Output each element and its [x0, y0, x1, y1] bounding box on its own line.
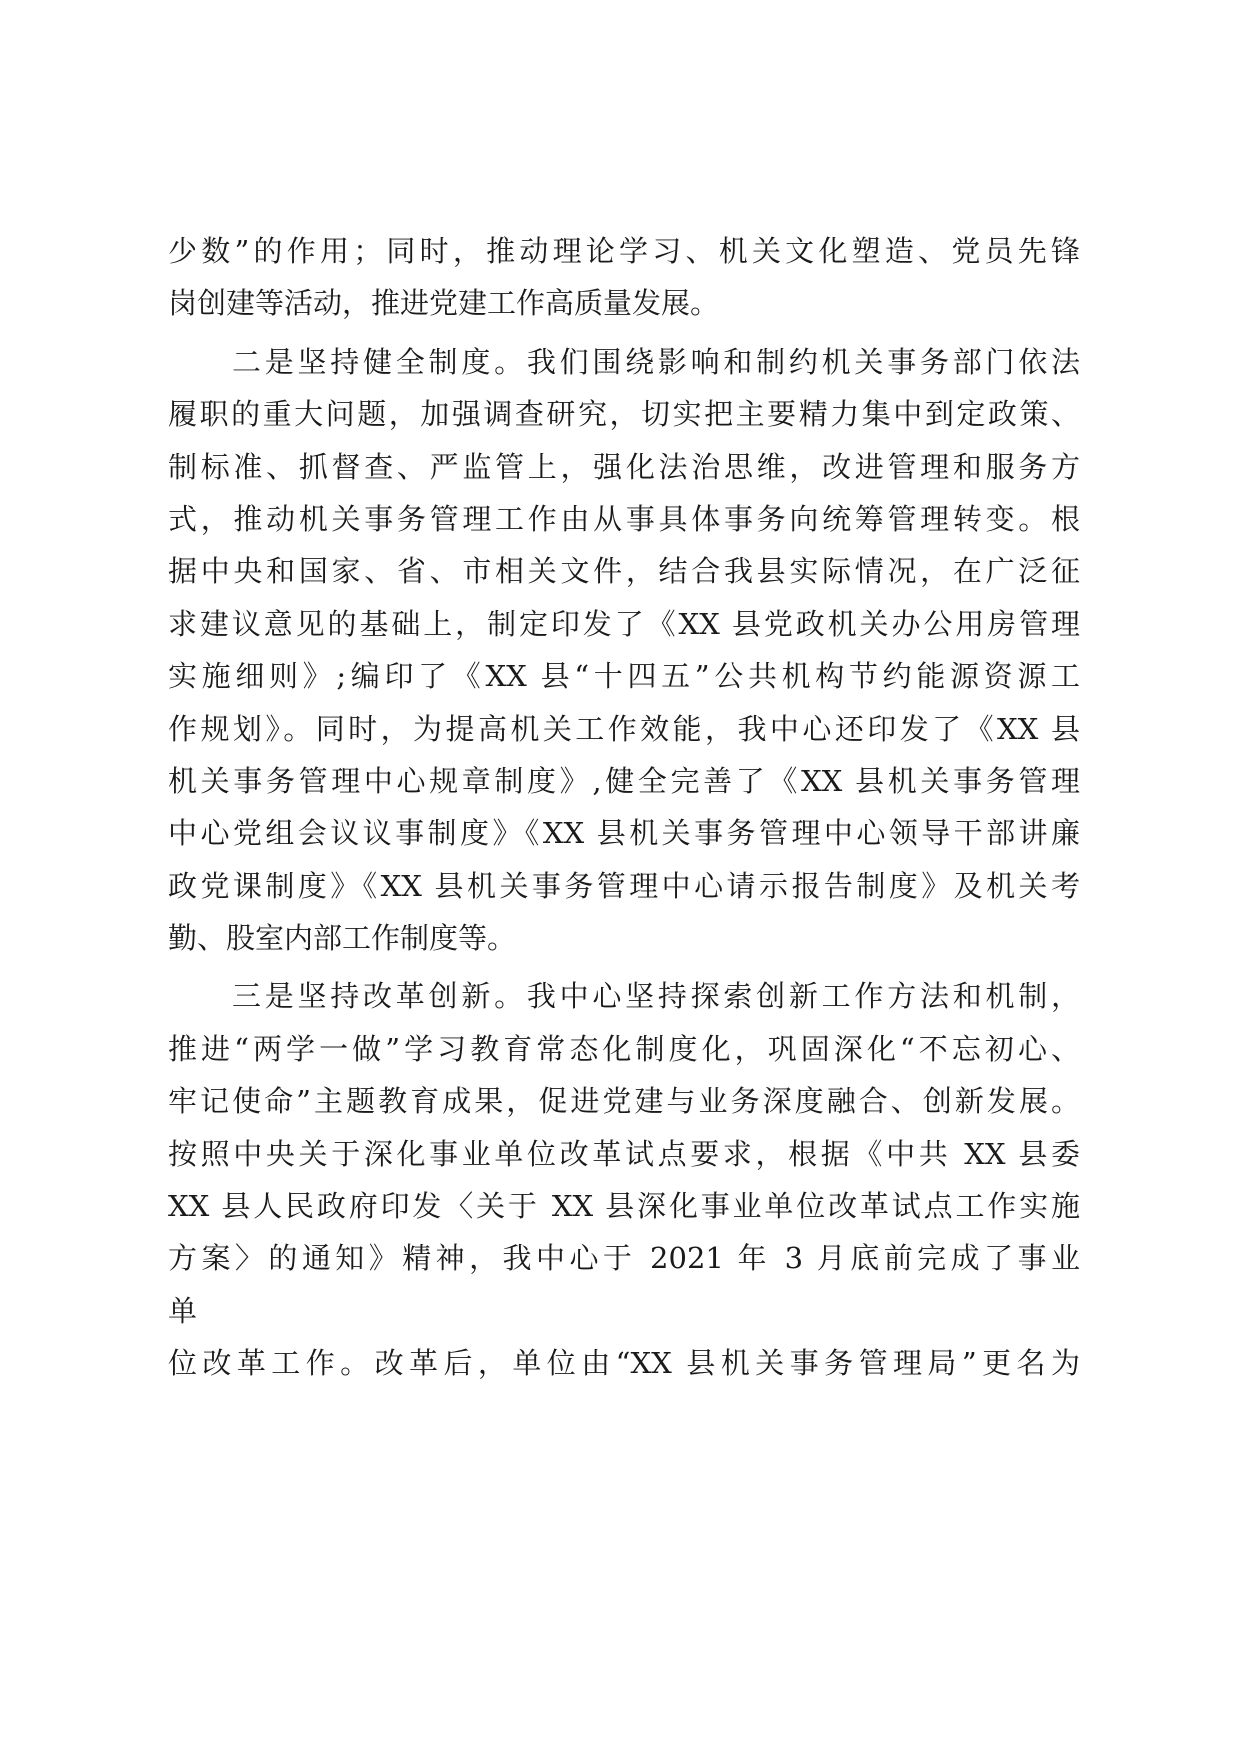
text-line: 作规划》。同时，为提高机关工作效能，我中心还印发了《XX 县 [168, 711, 1080, 746]
text-line: 制标准、抓督查、严监管上，强化法治思维，改进管理和服务方 [168, 449, 1080, 484]
body-text [168, 225, 1080, 1390]
text-line: 据中央和国家、省、市相关文件，结合我县实际情况，在广泛征 [168, 554, 1080, 589]
text-line: 三是坚持改革创新。我中心坚持探索创新工作方法和机制， [232, 979, 1080, 1014]
text-line: 岗创建等活动，推进党建工作高质量发展。 [168, 286, 720, 321]
text-line: 履职的重大问题，加强调查研究，切实把主要精力集中到定政策、 [168, 397, 1080, 432]
text-line: 牢记使命”主题教育成果，促进党建与业务深度融合、创新发展。 [168, 1084, 1080, 1119]
text-line: 推进“两学一做”学习教育常态化制度化，巩固深化“不忘初心、 [168, 1031, 1080, 1066]
text-line: 勤、股室内部工作制度等。 [168, 921, 517, 956]
text-line: 政党课制度》《XX 县机关事务管理中心请示报告制度》及机关考 [168, 868, 1080, 903]
text-line: 单 [168, 1293, 198, 1328]
text-line: XX 县人民政府印发〈关于 XX 县深化事业单位改革试点工作实施 [168, 1189, 1080, 1224]
paragraph-party-building-end [168, 225, 1080, 330]
text-line: 求建议意见的基础上，制定印发了《XX 县党政机关办公用房管理 [168, 606, 1080, 641]
text-line: 二是坚持健全制度。我们围绕影响和制约机关事务部门依法 [232, 344, 1080, 379]
text-line: 位改革工作。改革后，单位由“XX 县机关事务管理局”更名为 [168, 1346, 1080, 1381]
text-line: 中心党组会议议事制度》《XX 县机关事务管理中心领导干部讲廉 [168, 816, 1080, 851]
text-line: 实施细则》;编印了《XX 县“十四五”公共机构节约能源资源工 [168, 659, 1080, 694]
paragraph-improve-system [168, 336, 1080, 965]
text-line: 机关事务管理中心规章制度》,健全完善了《XX 县机关事务管理 [168, 763, 1080, 798]
text-line: 少数”的作用；同时，推动理论学习、机关文化塑造、党员先锋 [168, 234, 1080, 268]
paragraph-reform-innovation [168, 970, 1080, 1389]
text-line: 按照中央关于深化事业单位改革试点要求，根据《中共 XX 县委 [168, 1136, 1080, 1171]
text-line: 方案〉的通知》精神，我中心于 2021 年 3 月底前完成了事业 [168, 1241, 1080, 1276]
text-line: 式，推动机关事务管理工作由从事具体事务向统筹管理转变。根 [168, 501, 1080, 536]
